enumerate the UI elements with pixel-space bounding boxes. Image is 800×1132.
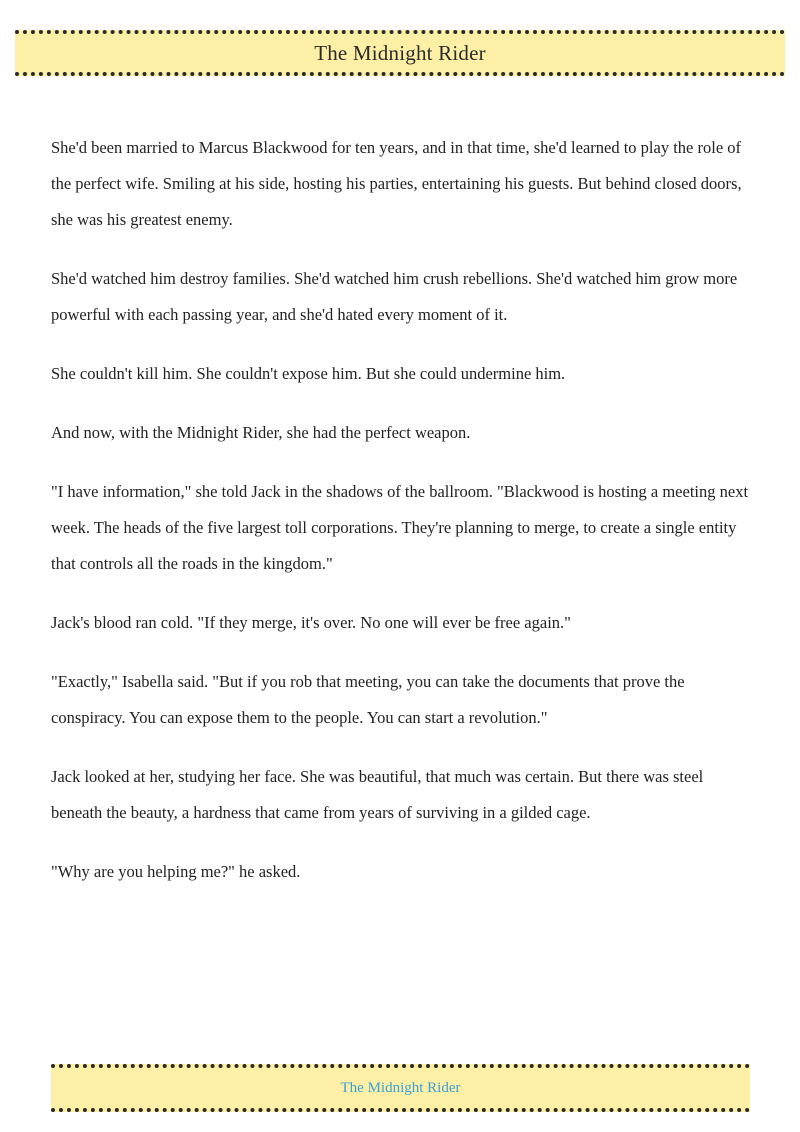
paragraph: Jack looked at her, studying her face. She was beautiful, that much was certain. But there was steel beneath the beauty, a hardness that came from years of surviving in a gilded cage. [51,767,704,822]
paragraph: She'd watched him destroy families. She'd watched him crush rebellions. She'd watched him grow more powerful with each passing year, and she'd hated every moment of it. [51,269,738,324]
page-footer [51,1064,750,1112]
header-title: The Midnight Rider [314,40,486,65]
paragraph: She'd been married to Marcus Blackwood for ten years, and in that time, she'd learned to play the role of the perfect wife. Smiling at his side, hosting his parties, entertaining his guests. But behind closed doors, she was his greatest enemy. [51,138,742,229]
paragraph: She couldn't kill him. She couldn't expose him. But she could undermine him. [51,364,566,383]
paragraph: And now, with the Midnight Rider, she had the perfect weapon. [51,423,471,442]
paragraph: "Why are you helping me?" he asked. [51,862,301,881]
footer-title: The Midnight Rider [340,1079,461,1096]
paragraph: Jack's blood ran cold. "If they merge, it's over. No one will ever be free again." [51,613,571,632]
paragraph: "I have information," she told Jack in the shadows of the ballroom. "Blackwood is hosting a meeting next week. The heads of the five largest toll corporations. They're planning to merge, to create a single entity that controls all the roads in the kingdom." [51,482,749,573]
paragraph: "Exactly," Isabella said. "But if you rob that meeting, you can take the documents that prove the conspiracy. You can expose them to the people. You can start a revolution." [51,672,685,727]
story-text [51,130,751,913]
page-header [15,30,785,76]
